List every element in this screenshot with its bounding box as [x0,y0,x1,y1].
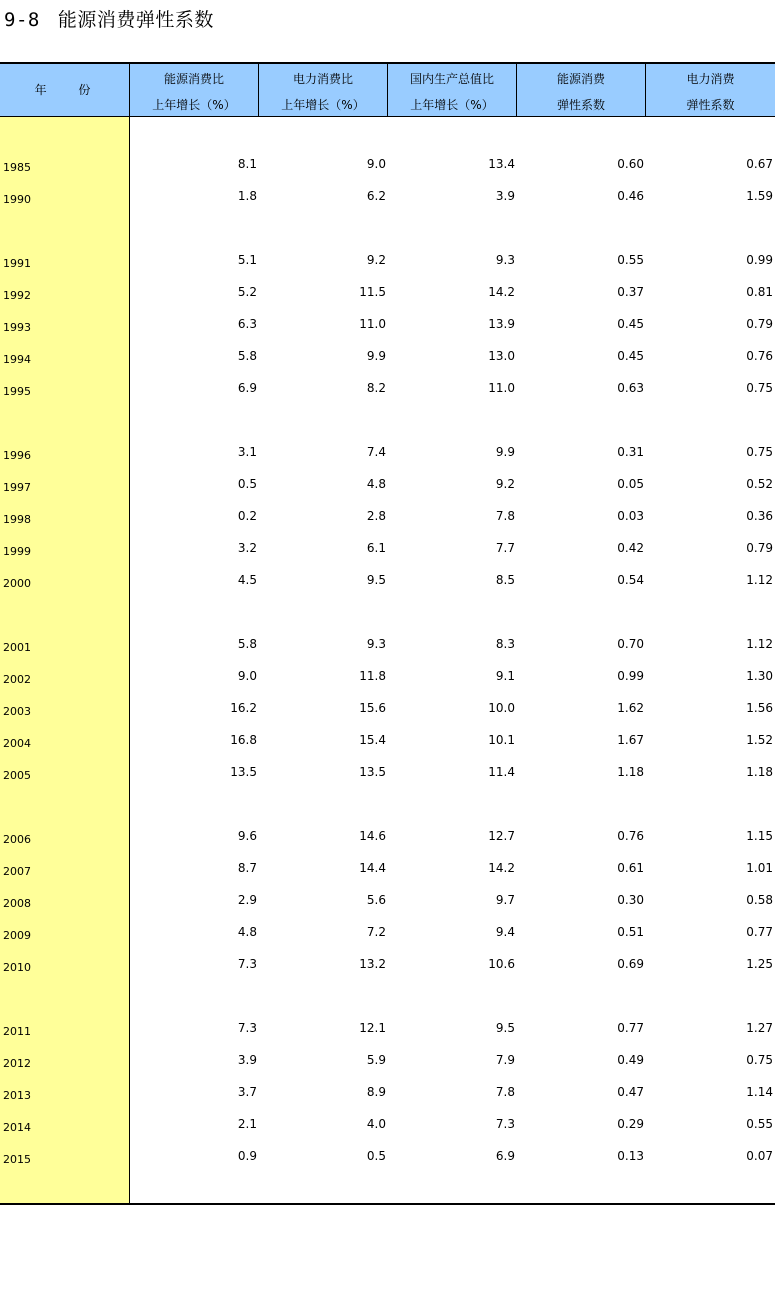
row-value: 1.18 [746,765,773,779]
row-value: 1.56 [746,701,773,715]
row-value: 7.4 [366,445,386,459]
row-value: 0.46 [617,189,644,203]
row-value: 11.0 [359,317,386,331]
row-value: 4.8 [366,477,386,491]
row-value: 3.9 [237,1053,257,1067]
row-year: 2005 [3,769,31,782]
table-row [0,541,775,561]
row-value: 1.62 [617,701,644,715]
table-row [0,829,775,849]
row-value: 0.52 [746,477,773,491]
row-value: 0.37 [617,285,644,299]
row-value: 12.1 [359,1021,386,1035]
row-value: 13.5 [230,765,257,779]
row-value: 6.9 [237,381,257,395]
row-value: 9.9 [366,349,386,363]
row-year: 2015 [3,1153,31,1166]
table-row [0,285,775,305]
row-year: 1994 [3,353,31,366]
row-value: 0.63 [617,381,644,395]
row-value: 0.99 [746,253,773,267]
row-value: 9.5 [495,1021,515,1035]
row-value: 5.2 [237,285,257,299]
row-year: 2003 [3,705,31,718]
row-value: 9.0 [366,157,386,171]
table-row [0,637,775,657]
table-row [0,381,775,401]
row-year: 1985 [3,161,31,174]
row-value: 0.30 [617,893,644,907]
row-value: 7.9 [495,1053,515,1067]
row-value: 0.60 [617,157,644,171]
row-year: 1990 [3,193,31,206]
header-line1: 电力消费比 [292,72,353,86]
header-line2: 上年增长（%） [152,98,236,112]
row-value: 0.77 [617,1021,644,1035]
header-line1: 电力消费 [686,72,735,86]
row-value: 13.0 [488,349,515,363]
row-value: 9.2 [495,477,515,491]
row-value: 13.5 [359,765,386,779]
row-value: 15.6 [359,701,386,715]
row-value: 0.29 [617,1117,644,1131]
row-value: 0.70 [617,637,644,651]
row-value: 11.8 [359,669,386,683]
row-year: 2012 [3,1057,31,1070]
header-electricity-elasticity [645,64,775,116]
table-row [0,925,775,945]
header-line1: 能源消费比 [163,72,224,86]
row-value: 0.36 [746,509,773,523]
row-value: 14.2 [488,861,515,875]
row-value: 11.0 [488,381,515,395]
row-value: 13.9 [488,317,515,331]
row-value: 0.5 [237,477,257,491]
row-value: 8.2 [366,381,386,395]
row-value: 16.8 [230,733,257,747]
table-row [0,189,775,209]
row-year: 1991 [3,257,31,270]
row-value: 6.2 [366,189,386,203]
table-row [0,669,775,689]
row-value: 2.9 [237,893,257,907]
row-value: 7.8 [495,509,515,523]
table-row [0,1085,775,1105]
table-row [0,861,775,881]
row-value: 12.7 [488,829,515,843]
row-value: 0.9 [237,1149,257,1163]
row-value: 8.7 [237,861,257,875]
table-row [0,1149,775,1169]
table-row [0,445,775,465]
row-value: 0.79 [746,317,773,331]
header-energy-growth [129,64,258,116]
row-value: 1.8 [237,189,257,203]
row-year: 1997 [3,481,31,494]
row-value: 1.59 [746,189,773,203]
row-value: 1.30 [746,669,773,683]
row-value: 1.12 [746,637,773,651]
table-number: 9-8 [4,9,40,31]
row-value: 5.8 [237,637,257,651]
table-header [0,64,775,117]
row-value: 0.79 [746,541,773,555]
row-value: 6.3 [237,317,257,331]
row-value: 0.2 [237,509,257,523]
row-value: 8.3 [495,637,515,651]
row-value: 9.3 [495,253,515,267]
row-value: 0.5 [366,1149,386,1163]
row-value: 11.5 [359,285,386,299]
row-value: 5.6 [366,893,386,907]
row-value: 7.3 [237,1021,257,1035]
table-row [0,957,775,977]
row-value: 0.75 [746,1053,773,1067]
row-value: 8.5 [495,573,515,587]
row-value: 0.47 [617,1085,644,1099]
row-year: 2009 [3,929,31,942]
row-value: 5.9 [366,1053,386,1067]
row-value: 1.18 [617,765,644,779]
row-value: 9.4 [495,925,515,939]
row-value: 13.2 [359,957,386,971]
row-value: 0.75 [746,445,773,459]
row-year: 2013 [3,1089,31,1102]
row-value: 0.67 [746,157,773,171]
table-row [0,893,775,913]
row-year: 2002 [3,673,31,686]
row-value: 15.4 [359,733,386,747]
row-year: 2011 [3,1025,31,1038]
row-value: 0.76 [746,349,773,363]
row-value: 0.77 [746,925,773,939]
row-value: 10.1 [488,733,515,747]
table-row [0,573,775,593]
row-year: 2000 [3,577,31,590]
row-value: 8.1 [237,157,257,171]
row-value: 0.76 [617,829,644,843]
table-row [0,1021,775,1041]
row-value: 7.2 [366,925,386,939]
table-row [0,1117,775,1137]
row-year: 1992 [3,289,31,302]
row-value: 1.12 [746,573,773,587]
row-value: 2.1 [237,1117,257,1131]
row-value: 2.8 [366,509,386,523]
row-value: 0.42 [617,541,644,555]
row-value: 0.45 [617,317,644,331]
row-year: 2010 [3,961,31,974]
row-year: 2001 [3,641,31,654]
row-value: 4.0 [366,1117,386,1131]
row-value: 9.7 [495,893,515,907]
table-row [0,765,775,785]
page-title [4,5,214,32]
header-year: 年 份 [34,83,105,97]
row-value: 14.6 [359,829,386,843]
table-row [0,509,775,529]
row-value: 8.9 [366,1085,386,1099]
row-value: 14.2 [488,285,515,299]
row-value: 0.13 [617,1149,644,1163]
row-value: 0.55 [617,253,644,267]
row-value: 7.7 [495,541,515,555]
row-value: 7.8 [495,1085,515,1099]
row-value: 4.8 [237,925,257,939]
row-value: 11.4 [488,765,515,779]
row-value: 3.2 [237,541,257,555]
row-value: 0.49 [617,1053,644,1067]
bottom-rule [0,1203,775,1205]
row-value: 1.52 [746,733,773,747]
table-row [0,1053,775,1073]
row-value: 10.6 [488,957,515,971]
row-year: 2007 [3,865,31,878]
row-year: 2008 [3,897,31,910]
row-value: 4.5 [237,573,257,587]
row-value: 9.2 [366,253,386,267]
row-year: 1998 [3,513,31,526]
table-row [0,733,775,753]
header-energy-elasticity [516,64,645,116]
row-value: 9.5 [366,573,386,587]
row-value: 0.55 [746,1117,773,1131]
row-value: 9.9 [495,445,515,459]
header-line2: 上年增长（%） [281,98,365,112]
table-row [0,253,775,273]
row-value: 5.1 [237,253,257,267]
table-row [0,701,775,721]
header-line2: 弹性系数 [686,98,735,112]
row-year: 1995 [3,385,31,398]
row-value: 9.0 [237,669,257,683]
row-value: 0.45 [617,349,644,363]
row-value: 1.67 [617,733,644,747]
row-year: 2014 [3,1121,31,1134]
row-value: 3.1 [237,445,257,459]
header-line1: 能源消费 [556,72,605,86]
row-value: 3.7 [237,1085,257,1099]
row-value: 1.14 [746,1085,773,1099]
row-value: 0.51 [617,925,644,939]
header-line2: 弹性系数 [556,98,605,112]
row-value: 0.31 [617,445,644,459]
row-value: 9.3 [366,637,386,651]
row-value: 9.1 [495,669,515,683]
row-value: 0.81 [746,285,773,299]
row-value: 7.3 [495,1117,515,1131]
row-value: 0.03 [617,509,644,523]
row-value: 0.75 [746,381,773,395]
row-value: 6.9 [495,1149,515,1163]
row-year: 2004 [3,737,31,750]
row-year: 2006 [3,833,31,846]
row-value: 14.4 [359,861,386,875]
row-year: 1996 [3,449,31,462]
table-row [0,157,775,177]
row-value: 0.58 [746,893,773,907]
row-value: 0.54 [617,573,644,587]
row-value: 0.61 [617,861,644,875]
row-value: 1.01 [746,861,773,875]
row-value: 0.05 [617,477,644,491]
table-row [0,317,775,337]
header-electricity-growth [258,64,387,116]
table-title: 能源消费弹性系数 [57,9,214,31]
header-line1: 国内生产总值比 [409,72,494,86]
row-value: 0.99 [617,669,644,683]
row-value: 1.27 [746,1021,773,1035]
row-value: 9.6 [237,829,257,843]
row-value: 5.8 [237,349,257,363]
row-value: 6.1 [366,541,386,555]
row-value: 16.2 [230,701,257,715]
row-value: 7.3 [237,957,257,971]
row-year: 1999 [3,545,31,558]
header-gdp-growth [387,64,516,116]
row-value: 0.07 [746,1149,773,1163]
row-value: 0.69 [617,957,644,971]
row-year: 1993 [3,321,31,334]
table-row [0,477,775,497]
row-value: 3.9 [495,189,515,203]
row-value: 1.25 [746,957,773,971]
table-row [0,349,775,369]
header-line2: 上年增长（%） [410,98,494,112]
row-value: 13.4 [488,157,515,171]
row-value: 10.0 [488,701,515,715]
row-value: 1.15 [746,829,773,843]
